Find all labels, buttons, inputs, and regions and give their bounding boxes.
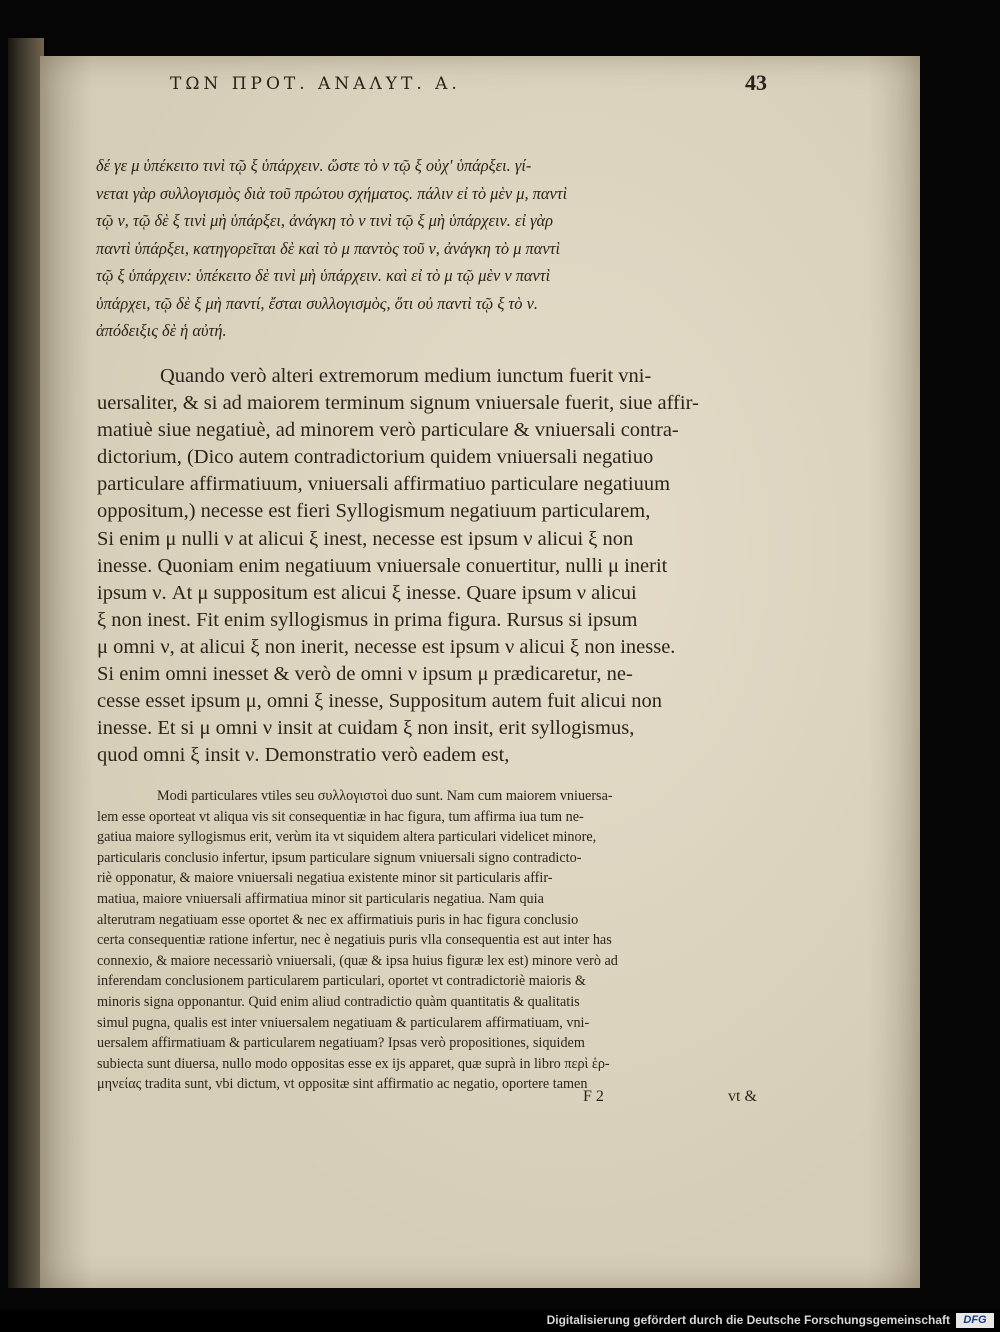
- greek-line: τῷ ξ ὑπάρχειν: ὑπέκειτο δὲ τινὶ μὴ ὑπάρχειν. καὶ εἰ τὸ μ τῷ μὲν ν παντὶ: [96, 266, 551, 285]
- note-line: certa consequentiæ ratione infertur, nec è negatiuis puris vlla consequentia est aut inter has: [97, 932, 612, 949]
- greek-line: ὑπάρχει, τῷ δὲ ξ μὴ παντί, ἔσται συλλογισμὸς, ὅτι οὐ παντὶ τῷ ξ τὸ ν.: [96, 293, 538, 313]
- note-line: matiua, maiore vniuersali affirmatiua minor sit particularis negatiua. Nam quia: [97, 890, 544, 907]
- latin-line: inesse. Quoniam enim negatiuum vniuersale conuertitur, nulli μ inerit: [97, 554, 668, 577]
- page-number: 43: [745, 70, 767, 95]
- greek-text-block: [96, 152, 771, 345]
- latin-line: oppositum,) necesse est fieri Syllogismum negatiuum particularem,: [97, 500, 651, 523]
- note-line: μηνείας tradita sunt, vbi dictum, vt oppositæ sint affirmatio ac negatio, oportere tamen: [97, 1076, 588, 1093]
- latin-line: Si enim μ nulli ν at alicui ξ inest, necesse est ipsum ν alicui ξ non: [97, 527, 634, 550]
- latin-line: particulare affirmatiuum, vniuersali affirmatiuo particulare negatiuum: [97, 473, 671, 496]
- dfg-credit-text[interactable]: Digitalisierung gefördert durch die Deutsche Forschungsgemeinschaft: [546, 1313, 950, 1327]
- latin-line: ξ non inest. Fit enim syllogismus in prima figura. Rursus si ipsum: [97, 608, 638, 631]
- latin-line: μ omni ν, at alicui ξ non inerit, necesse est ipsum ν alicui ξ non inesse.: [97, 635, 676, 658]
- latin-line: uersaliter, & si ad maiorem terminum signum vniuersale fuerit, siue affir-: [97, 392, 699, 415]
- greek-line: δέ γε μ ὑπέκειτο τινὶ τῷ ξ ὑπάρχειν. ὥστε τὸ ν τῷ ξ οὐχ' ὑπάρξει. γί-: [96, 156, 532, 175]
- greek-line: τῷ ν, τῷ δὲ ξ τινὶ μὴ ὑπάρξει, ἀνάγκη τὸ ν τινὶ τῷ ξ μὴ ὑπάρχειν. εἰ γὰρ: [96, 211, 554, 230]
- greek-line: παντὶ ὑπάρξει, κατηγορεῖται δὲ καὶ τὸ μ παντὸς τοῦ ν, ἀνάγκη τὸ μ παντὶ: [96, 238, 561, 258]
- running-title: ΤΩΝ ΠΡΟΤ. ΑΝΑΛΥΤ. Α.: [170, 74, 461, 94]
- latin-line: dictorium, (Dico autem contradictorium quidem vniuersali negatiuo: [97, 446, 654, 469]
- note-line: particularis conclusio infertur, ipsum particulare signum vniuersali signo contradicto-: [97, 849, 582, 866]
- commentary-notes-block: [97, 786, 767, 1095]
- latin-line: Si enim omni inesset & verò de omni ν ipsum μ prædicaretur, ne-: [97, 663, 633, 686]
- greek-line: ἀπόδειξις δὲ ἡ αὐτή.: [96, 321, 227, 340]
- signature-mark: F 2: [583, 1088, 604, 1105]
- page-spine-edge: [8, 38, 44, 1288]
- latin-line: inesse. Et si μ omni ν insit at cuidam ξ non insit, erit syllogismus,: [97, 717, 635, 740]
- dfg-logo[interactable]: DFG: [956, 1313, 994, 1328]
- latin-line: cesse esset ipsum μ, omni ξ inesse, Suppositum autem fuit alicui non: [97, 690, 663, 713]
- note-line: uersalem affirmatiuam & particularem negatiuam? Ipsas verò propositiones, siquidem: [97, 1035, 585, 1052]
- note-line: gatiua maiore syllogismus erit, verùm ita vt siquidem altera particulari videlicet minore,: [97, 829, 597, 846]
- note-line: inferendam conclusionem particularem particulari, oportet vt contradictoriè maioris &: [97, 973, 586, 990]
- note-line: subiecta sunt diuersa, nullo modo oppositas esse ex ijs apparet, quæ suprà in libro περὶ ἑρ-: [97, 1055, 610, 1072]
- note-line: simul pugna, qualis est inter vniuersalem negatiuam & particularem affirmatiuam, vni-: [97, 1014, 590, 1031]
- note-line: lem esse oporteat vt aliqua vis sit consequentiæ in hac figura, tum affirma iua tum ne-: [97, 808, 584, 825]
- latin-line: quod omni ξ insit ν. Demonstratio verò eadem est,: [97, 744, 510, 767]
- note-line: minoris signa opponantur. Quid enim aliud contradictio quàm quantitatis & qualitatis: [97, 993, 580, 1010]
- note-line: connexio, & maiore necessariò vniuersali, (quæ & ipsa huius figuræ lex est) minore verò ad: [97, 952, 618, 969]
- greek-line: νεται γὰρ συλλογισμὸς διὰ τοῦ πρώτου σχήματος. πάλιν εἰ τὸ μὲν μ, παντὶ: [96, 183, 568, 203]
- note-line: riè opponatur, & maiore vniuersali negatiua existente minor sit particularis affir-: [97, 870, 553, 887]
- latin-text-block: [97, 363, 767, 769]
- note-line: Modi particulares vtiles seu συλλογιστοὶ duo sunt. Nam cum maiorem vniuersa-: [157, 788, 613, 804]
- latin-line: ipsum ν. At μ suppositum est alicui ξ inesse. Quare ipsum ν alicui: [97, 581, 637, 604]
- latin-line: Quando verò alteri extremorum medium iunctum fuerit vni-: [160, 365, 652, 387]
- catchword: vt &: [728, 1088, 757, 1105]
- latin-line: matiuè siue negatiuè, ad minorem verò particulare & vniuersali contra-: [97, 419, 679, 442]
- note-line: alterutram negatiuam esse oportet & nec ex affirmatiuis puris in hac figura conclusio: [97, 911, 579, 928]
